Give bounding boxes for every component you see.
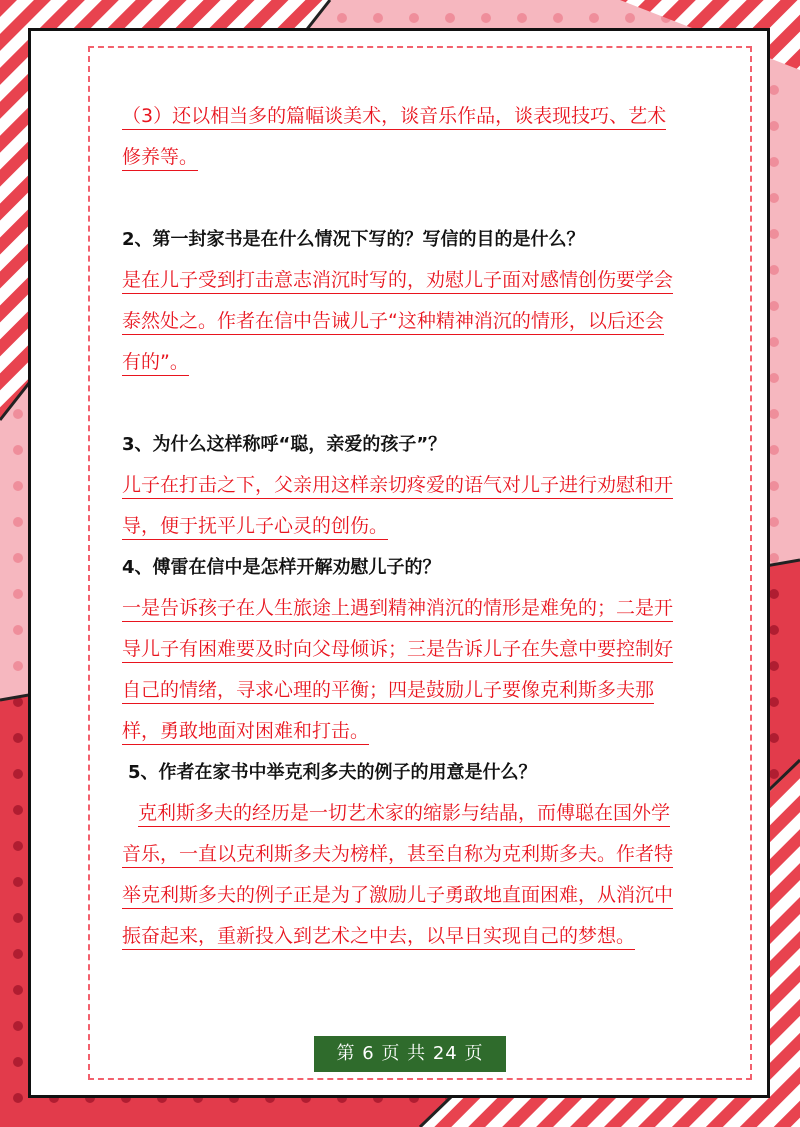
question-3: 3、为什么这样称呼“聪，亲爱的孩子”？ [122,434,447,455]
document-content [122,96,682,957]
answer-5: 克利斯多夫的经历是一切艺术家的缩影与结晶，而傅聪在国外学音乐，一直以克利斯多夫为榜样，甚至自称为克利斯多夫。作者特举克利斯多夫的例子正是为了激励儿子勇敢地直面困难，从消沉中振奋起来，重新投入到艺术之中去，以早日实现自己的梦想。 [122,793,682,957]
question-5: 5、作者在家书中举克利多夫的例子的用意是什么？ [128,762,537,783]
question-2: 2、第一封家书是在什么情况下写的？写信的目的是什么？ [122,229,585,250]
item-3-text: （3）还以相当多的篇幅谈美术，谈音乐作品，谈表现技巧、艺术修养等。 [122,96,682,178]
question-4: 4、傅雷在信中是怎样开解劝慰儿子的？ [122,557,441,578]
page-number-footer: 第 6 页 共 24 页 [314,1036,506,1072]
answer-2: 是在儿子受到打击意志消沉时写的，劝慰儿子面对感情创伤要学会泰然处之。作者在信中告诫儿子“这种精神消沉的情形，以后还会有的”。 [122,260,682,383]
answer-4: 一是告诉孩子在人生旅途上遇到精神消沉的情形是难免的；二是开导儿子有困难要及时向父母倾诉；三是告诉儿子在失意中要控制好自己的情绪，寻求心理的平衡；四是鼓励儿子要像克利斯多夫那样，勇敢地面对困难和打击。 [122,588,682,752]
answer-3: 儿子在打击之下，父亲用这样亲切疼爱的语气对儿子进行劝慰和开导，便于抚平儿子心灵的创伤。 [122,465,682,547]
